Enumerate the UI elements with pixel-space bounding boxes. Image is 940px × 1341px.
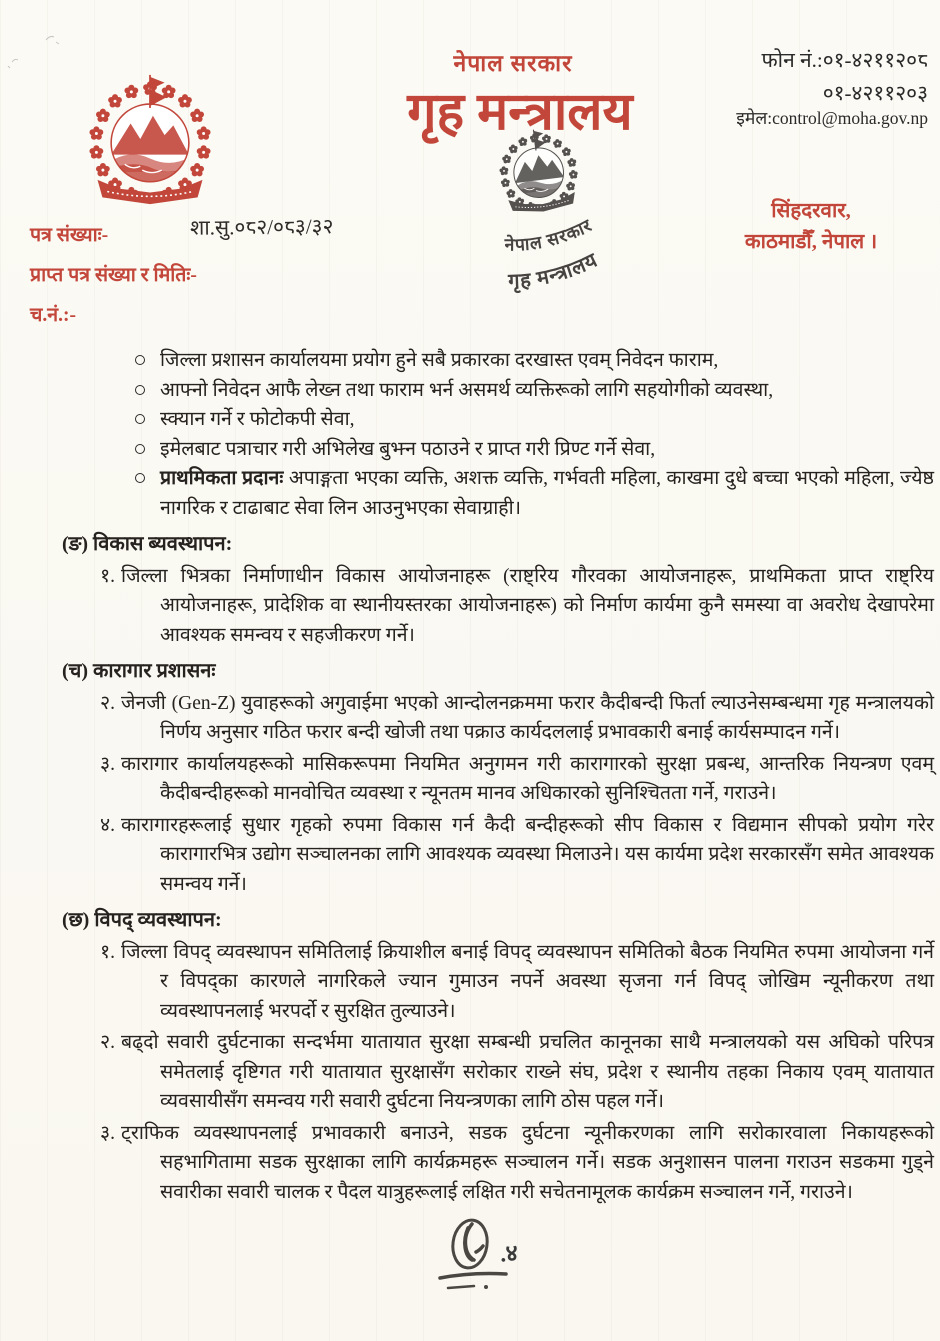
- nepal-government-emblem-icon: [82, 62, 218, 218]
- bullet-lead-text: प्राथमिकता प्रदानः: [160, 468, 284, 489]
- contact-phone-block: [761, 44, 928, 110]
- bullet-circle-icon: [135, 473, 145, 483]
- item-number: १.: [100, 941, 116, 963]
- ministry-name-title: गृह मन्त्रालय: [407, 84, 633, 141]
- contact-email: इमेल:control@moha.gov.np: [736, 108, 928, 128]
- numbered-item: [58, 1028, 934, 1117]
- item-number: २.: [100, 1032, 116, 1053]
- reference-fields: [30, 216, 197, 336]
- svg-text:गृह मन्त्रालय: [504, 248, 604, 295]
- section-heading-disaster: (छ) विपद् व्यवस्थापन:: [62, 909, 222, 931]
- government-name-title: नेपाल सरकार: [453, 51, 573, 76]
- phone-number-line2: ०१-४२११२०३: [822, 81, 928, 105]
- bullet-text: आफ्नो निवेदन आफै लेख्न तथा फाराम भर्न असमर्थ व्यक्तिरूको लागि सहयोगीको व्यवस्था,: [160, 379, 774, 401]
- item-number: ४.: [100, 814, 116, 836]
- bullet-rest-text: अपाङ्गता भएका व्यक्ति, अशक्त व्यक्ति, गर्भवती महिला, काखमा दुधे बच्चा भएको महिला, ज्येष्ठ नागरिक र टाढाबाट सेवा लिन आउनुभएका सेवाग्राही।: [160, 468, 934, 519]
- scan-speck-mark: [6, 34, 66, 74]
- bullet-circle-icon: [135, 444, 145, 454]
- item-text: बढ्दो सवारी दुर्घटनाका सन्दर्भमा यातायात सुरक्षा सम्बन्धी प्रचलित कानूनका साथै मन्त्रालयको यस अघिको परिपत्र समेतलाई दृष्टिगत गरी यातायात सुरक्षासँग सरोकार राख्ने संघ, प्रदेश र स्थानीय तहका निकाय एवम् यातायात व्यवसायीसँग समन्वय गरी सवारी दुर्घटना नियन्त्रणका लागि ठोस पहल गर्ने।: [121, 1032, 934, 1112]
- item-text: कारागार कार्यालयहरूको मासिकरूपमा नियमित अनुगमन गरी कारागारको सुरक्षा प्रबन्ध, आन्तरिक नियन्त्रण एवम् कैदीबन्दीहरूको मानवोचित व्यवस्था र न्यूनतम मानव अधिकारको सुनिश्चितता गर्ने, गराउने।: [121, 753, 934, 804]
- item-text: जेनजी (Gen-Z) युवाहरूको अगुवाईमा भएको आन्दोलनक्रममा फरार कैदीबन्दी फिर्ता ल्याउनेसम्बन्धमा गृह मन्त्रालयको निर्णय अनुसार गठित फरार बन्दी खोजी तथा पक्राउ कार्यदललाई प्रभावकारी बनाई कार्यसम्पादन गर्ने।: [121, 692, 934, 743]
- bullet-circle-icon: [135, 355, 145, 365]
- address-line1: सिंहदरवार,: [771, 200, 851, 222]
- list-item: [58, 376, 934, 406]
- item-number: २.: [100, 692, 116, 714]
- bullet-circle-icon: [135, 385, 145, 395]
- letter-body: [58, 346, 934, 1209]
- item-text: कारागारहरूलाई सुधार गृहको रुपमा विकास गर्न कैदी बन्दीहरूको सीप विकास र विद्यमान सीपको प्रयोग गरेर कारागारभित्र उद्योग सञ्चालनका लागि आवश्यक व्यवस्था मिलाउने। यस कार्यमा प्रदेश सरकारसँग समेत आवश्यक समन्वय गर्ने।: [121, 814, 934, 895]
- numbered-item: [58, 750, 934, 809]
- list-item: [58, 435, 934, 465]
- address-line2: काठमाडौँ, नेपाल ।: [744, 231, 878, 253]
- bullet-circle-icon: [135, 414, 145, 424]
- phone-number-line1: फोन नं.:०१-४२११२०८: [761, 48, 928, 72]
- item-text: ट्राफिक व्यवस्थापनलाई प्रभावकारी बनाउने, सडक दुर्घटना न्यूनीकरणका लागि सरोकारवाला निकायहरूको सहभागितामा सडक सुरक्षाका लागि कार्यक्रमहरू सञ्चालन गर्ने। सडक अनुशासन पालना गराउन सडकमा गुड्ने सवारीका सवारी चालक र पैदल यात्रुहरूलाई लक्षित गरी सचेतनामूलक कार्यक्रम सञ्चालन गर्ने, गराउने।: [121, 1122, 934, 1203]
- received-letter-label: प्राप्त पत्र संख्या र मितिः-: [30, 265, 197, 286]
- item-text: जिल्ला भित्रका निर्माणाधीन विकास आयोजनाहरू (राष्ट्रिय गौरवका आयोजनाहरू, प्राथमिकता प्राप्त राष्ट्रिय आयोजनाहरू, प्रादेशिक वा स्थानीयस्तरका आयोजनाहरू) को निर्माण कार्यमा कुनै समस्या वा अवरोध देखापरेमा आवश्यक समन्वय र सहजीकरण गर्ने।: [121, 565, 934, 646]
- section-heading-development: (ङ) विकास ब्यवस्थापन:: [62, 533, 233, 555]
- section-heading-prison: (च) कारागार प्रशासनः: [62, 660, 216, 682]
- item-text: जिल्ला विपद् व्यवस्थापन समितिलाई क्रियाशील बनाई विपद् व्यवस्थापन समितिको बैठक नियमित रुपमा आयोजना गर्ने र विपद्का कारणले नागरिकले ज्यान गुमाउन नपर्ने अवस्था सृजना गर्न विपद् जोखिम न्यूनीकरण तथा व्यवस्थापनलाई भरपर्दो र सुरक्षित तुल्याउने।: [121, 941, 934, 1022]
- bullet-text: जिल्ला प्रशासन कार्यालयमा प्रयोग हुने सबै प्रकारका दरखास्त एवम् निवेदन फाराम,: [160, 350, 719, 371]
- dispatch-number-label: च.नं.:-: [30, 305, 76, 326]
- item-number: ३.: [100, 1122, 116, 1144]
- list-item: [58, 346, 934, 376]
- bullet-text: इमेलबाट पत्राचार गरी अभिलेख बुझ्न पठाउने र प्राप्त गरी प्रिण्ट गर्ने सेवा,: [160, 438, 656, 460]
- item-number: ३.: [100, 753, 116, 775]
- numbered-item: [58, 562, 934, 651]
- page-number-mark: .४: [499, 1240, 519, 1267]
- numbered-item: [58, 1119, 934, 1208]
- numbered-item: [58, 938, 934, 1027]
- stamp-text-line1: नेपाल सरकार: [504, 214, 596, 255]
- office-address: [706, 196, 916, 258]
- list-item: [58, 464, 934, 523]
- list-item: [58, 405, 934, 435]
- numbered-item: [58, 811, 934, 900]
- bullet-text: स्क्यान गर्ने र फोटोकपी सेवा,: [160, 409, 355, 430]
- item-number: १.: [100, 565, 116, 587]
- svg-text:नेपाल सरकार: [500, 214, 597, 257]
- stamp-text-line2: गृह मन्त्रालय: [507, 249, 602, 293]
- letter-number-label: पत्र संख्याः-: [30, 225, 109, 246]
- numbered-item: [58, 689, 934, 748]
- letter-number-value: शा.सु.०८२/०८३/३२: [189, 214, 334, 240]
